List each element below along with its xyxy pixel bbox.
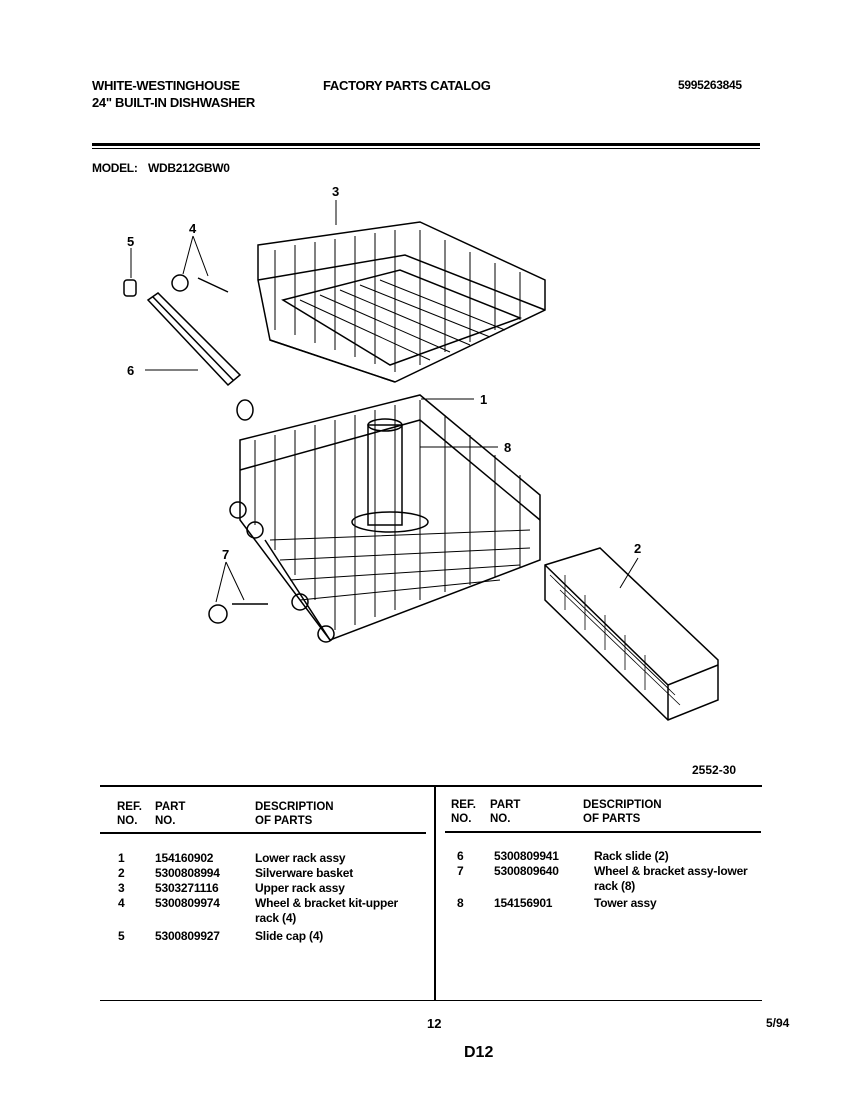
part-no: 5300809941 bbox=[494, 849, 559, 863]
section-code: D12 bbox=[464, 1044, 494, 1061]
ref-no: 8 bbox=[457, 896, 464, 910]
table-top-rule bbox=[100, 785, 762, 787]
col-ref-header-right: REF. NO. bbox=[451, 799, 476, 825]
ref-no: 3 bbox=[118, 881, 125, 895]
part-description: Upper rack assy bbox=[255, 881, 345, 895]
ref-no: 4 bbox=[118, 896, 125, 910]
part-no: 5300808994 bbox=[155, 866, 220, 880]
part-no: 5300809927 bbox=[155, 929, 220, 943]
ref-no: 5 bbox=[118, 929, 125, 943]
lower-wheel-drawing bbox=[209, 605, 227, 623]
part-description: Rack slide (2) bbox=[594, 849, 669, 863]
callout-7: 7 bbox=[222, 547, 230, 562]
header-underline-right bbox=[445, 831, 761, 833]
catalog-number: 5995263845 bbox=[678, 78, 742, 92]
slide-cap-drawing bbox=[124, 280, 136, 296]
upper-rack-drawing bbox=[258, 222, 545, 382]
part-description: Wheel & bracket assy-lower bbox=[594, 864, 748, 878]
col-desc-header-right: DESCRIPTION OF PARTS bbox=[583, 799, 662, 825]
part-no: 5300809974 bbox=[155, 896, 220, 910]
upper-wheel-drawing bbox=[172, 275, 188, 291]
revision-date: 5/94 bbox=[766, 1016, 790, 1030]
ref-no: 1 bbox=[118, 851, 125, 865]
part-no: 154156901 bbox=[494, 896, 553, 910]
slide-end-drawing bbox=[237, 400, 253, 420]
part-no: 5300809640 bbox=[494, 864, 559, 878]
product-name: 24" BUILT-IN DISHWASHER bbox=[92, 95, 255, 110]
ref-no: 7 bbox=[457, 864, 464, 878]
part-no: 5303271116 bbox=[155, 881, 219, 895]
col-desc-header: DESCRIPTION OF PARTS bbox=[255, 801, 334, 827]
part-no: 154160902 bbox=[155, 851, 214, 865]
part-description-cont: rack (8) bbox=[594, 879, 636, 893]
model-label: MODEL: bbox=[92, 161, 138, 175]
model-number: WDB212GBW0 bbox=[148, 161, 230, 175]
catalog-title: FACTORY PARTS CATALOG bbox=[323, 78, 491, 93]
col-ref-header: REF. NO. bbox=[117, 801, 142, 827]
col-part-header: PART NO. bbox=[155, 801, 186, 827]
part-description: Lower rack assy bbox=[255, 851, 346, 865]
callout-2: 2 bbox=[634, 541, 642, 556]
page-number: 12 bbox=[427, 1016, 442, 1031]
col-part-header-right: PART NO. bbox=[490, 799, 521, 825]
part-description: Silverware basket bbox=[255, 866, 353, 880]
callout-5: 5 bbox=[127, 234, 135, 249]
upper-bracket-drawing bbox=[198, 278, 228, 292]
part-description: Wheel & bracket kit-upper bbox=[255, 896, 399, 910]
table-divider bbox=[434, 785, 436, 1000]
silverware-basket-drawing bbox=[545, 548, 718, 720]
callout-4: 4 bbox=[189, 221, 197, 236]
lower-rack-drawing bbox=[230, 395, 540, 642]
callout-3: 3 bbox=[332, 184, 340, 199]
part-description: Slide cap (4) bbox=[255, 929, 324, 943]
ref-no: 2 bbox=[118, 866, 125, 880]
table-bottom-rule bbox=[100, 1000, 762, 1001]
brand-name: WHITE-WESTINGHOUSE bbox=[92, 78, 240, 93]
figure-number: 2552-30 bbox=[692, 763, 737, 777]
callout-1: 1 bbox=[480, 392, 488, 407]
header-underline-left bbox=[100, 832, 426, 834]
callout-6: 6 bbox=[127, 363, 135, 378]
rack-slide-drawing bbox=[148, 293, 240, 385]
part-description: Tower assy bbox=[594, 896, 657, 910]
part-description-cont: rack (4) bbox=[255, 911, 297, 925]
callout-8: 8 bbox=[504, 440, 512, 455]
ref-no: 6 bbox=[457, 849, 464, 863]
